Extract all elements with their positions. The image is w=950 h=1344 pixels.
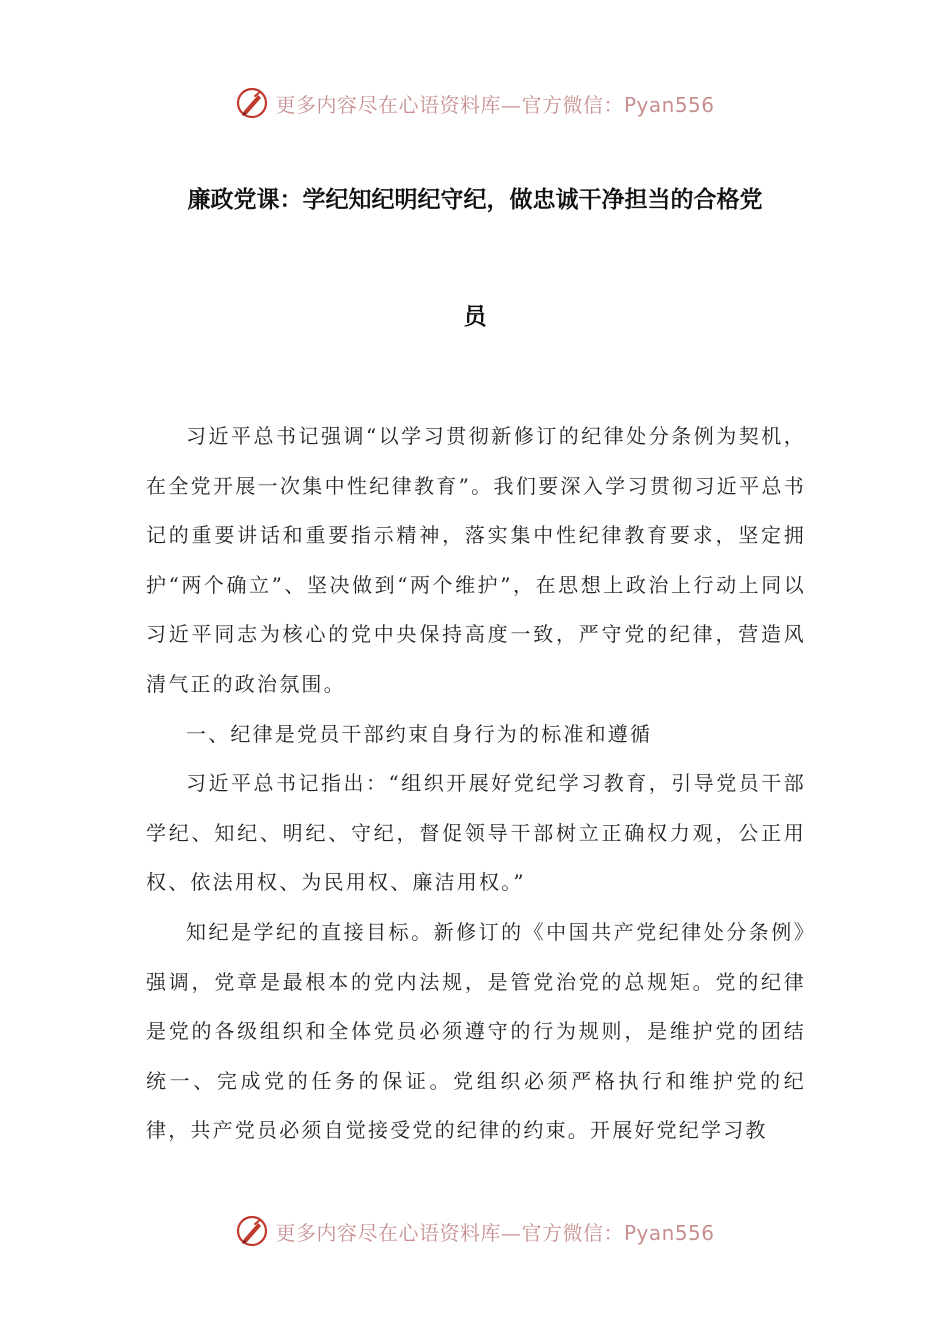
paragraph-intro: 习近平总书记强调“以学习贯彻新修订的纪律处分条例为契机，在全党开展一次集中性纪律教育”。我们要深入学习贯彻习近平总书记的重要讲话和重要指示精神，落实集中性纪律教育要求，坚定拥护“两个确立”、坚决做到“两个维护”，在思想上政治上行动上同以习近平同志为核心的党中央保持高度一致，严守党的纪律，营造风清气正的政治氛围。: [146, 424, 806, 696]
watermark-banner-bottom: [0, 1211, 950, 1251]
paragraph-quote: 习近平总书记指出：“组织开展好党纪学习教育，引导党员干部学纪、知纪、明纪、守纪，督促领导干部树立正确权力观，公正用权、依法用权、为民用权、廉洁用权。”: [146, 771, 806, 895]
wechat-id: Pyan556: [623, 1220, 715, 1245]
watermark-banner-top: [0, 83, 950, 123]
wechat-id: Pyan556: [623, 92, 715, 117]
document-body: [146, 412, 806, 1156]
section-heading-1: 一、纪律是党员干部约束自身行为的标准和遵循: [186, 721, 653, 746]
document-title-line-1: 廉政党课：学纪知纪明纪守纪，做忠诚干净担当的合格党: [187, 187, 763, 213]
pen-logo-icon: [235, 86, 269, 120]
watermark-text: 更多内容尽在心语资料库—官方微信：Pyan556: [275, 92, 715, 117]
pen-logo-icon: [235, 1214, 269, 1248]
document-title-line-2: 员: [463, 304, 487, 330]
watermark-text: 更多内容尽在心语资料库—官方微信：Pyan556: [275, 1220, 715, 1245]
paragraph-discipline: 知纪是学纪的直接目标。新修订的《中国共产党纪律处分条例》强调，党章是最根本的党内法规，是管党治党的总规矩。党的纪律是党的各级组织和全体党员必须遵守的行为规则，是维护党的团结统一、完成党的任务的保证。党组织必须严格执行和维护党的纪律，共产党员必须自觉接受党的纪律的约束。开展好党纪学习教: [146, 919, 806, 1143]
